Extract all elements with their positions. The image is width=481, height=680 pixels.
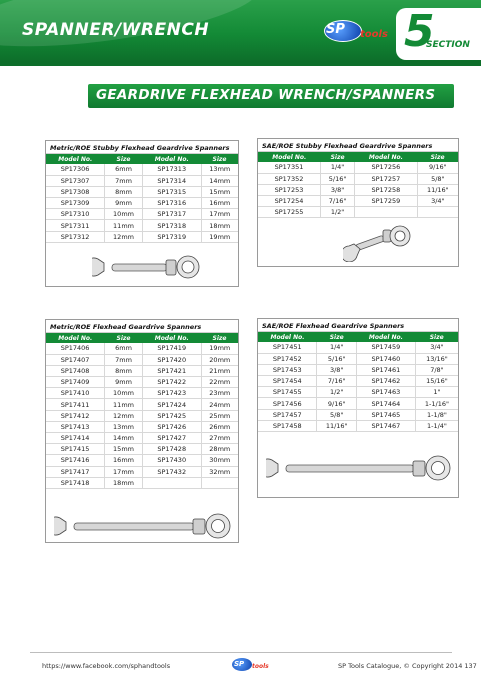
table-row — [258, 376, 458, 387]
size-cell: 16mm — [201, 198, 238, 209]
table-row — [258, 398, 458, 409]
footer-logo-text: SP — [234, 660, 245, 668]
size-cell: 21mm — [201, 365, 238, 376]
size-cell: 15mm — [105, 444, 143, 455]
model-number-cell: SP17255 — [258, 207, 321, 218]
page-footer — [0, 652, 481, 680]
model-number-cell: SP17313 — [142, 164, 201, 175]
table-row — [258, 184, 458, 195]
size-cell: 9/16" — [417, 162, 458, 173]
size-cell: 5/8" — [317, 409, 356, 420]
size-cell: 7mm — [105, 354, 143, 365]
product-heading — [88, 84, 454, 108]
size-cell: 12mm — [105, 410, 143, 421]
size-cell: 26mm — [201, 421, 238, 432]
model-number-cell: SP17465 — [356, 409, 415, 420]
model-number-cell: SP17458 — [258, 420, 317, 431]
sae-stubby-table — [258, 152, 458, 218]
size-cell: 11/16" — [417, 184, 458, 195]
size-cell: 3/4" — [415, 342, 458, 353]
table-header-row — [258, 152, 458, 162]
model-number-cell: SP17352 — [258, 173, 321, 184]
table-row — [46, 175, 238, 186]
size-cell: 17mm — [105, 466, 143, 477]
metric-flex-title: Metric/ROE Flexhead Geardrive Spanners — [46, 320, 238, 333]
section-tab — [396, 8, 481, 60]
table-row — [258, 173, 458, 184]
model-number-cell: SP17430 — [142, 455, 201, 466]
size-cell: 8mm — [105, 365, 143, 376]
model-number-cell: SP17318 — [142, 220, 201, 231]
size-cell: 1/4" — [317, 342, 356, 353]
model-number-cell: SP17420 — [142, 354, 201, 365]
size-cell: 22mm — [201, 377, 238, 388]
size-cell: 23mm — [201, 388, 238, 399]
size-cell: 5/16" — [317, 353, 356, 364]
model-number-cell: SP17412 — [46, 410, 105, 421]
table-row — [258, 342, 458, 353]
model-number-cell: SP17459 — [356, 342, 415, 353]
logo-text: SP — [326, 22, 345, 37]
column-header: Model No. — [258, 152, 321, 162]
table-header-row — [258, 332, 458, 342]
size-cell: 13mm — [105, 421, 143, 432]
model-number-cell: SP17308 — [46, 186, 105, 197]
size-cell: 18mm — [105, 477, 143, 488]
logo-tools-text: tools — [360, 29, 388, 40]
model-number-cell: SP17457 — [258, 409, 317, 420]
size-cell: 9mm — [105, 198, 143, 209]
size-cell: 12mm — [105, 231, 143, 242]
model-number-cell — [355, 207, 418, 218]
metric-stubby-title: Metric/ROE Stubby Flexhead Geardrive Spanners — [46, 141, 238, 154]
size-cell: 7/16" — [317, 376, 356, 387]
size-cell: 10mm — [105, 388, 143, 399]
size-cell: 1" — [415, 387, 458, 398]
table-row — [46, 377, 238, 388]
model-number-cell: SP17417 — [46, 466, 105, 477]
table-row — [258, 207, 458, 218]
model-number-cell: SP17317 — [142, 209, 201, 220]
table-row — [258, 162, 458, 173]
table-row — [258, 387, 458, 398]
model-number-cell: SP17427 — [142, 433, 201, 444]
size-cell: 14mm — [201, 175, 238, 186]
model-number-cell: SP17460 — [356, 353, 415, 364]
model-number-cell: SP17463 — [356, 387, 415, 398]
column-header: Model No. — [356, 332, 415, 342]
size-cell: 15mm — [201, 186, 238, 197]
footer-logo-tools: tools — [252, 663, 269, 670]
column-header: Size — [201, 154, 238, 164]
table-row — [46, 399, 238, 410]
table-row — [258, 364, 458, 375]
copyright-text: SP Tools Catalogue, © Copyright 2014 137 — [338, 662, 477, 670]
model-number-cell: SP17311 — [46, 220, 105, 231]
model-number-cell: SP17456 — [258, 398, 317, 409]
column-header: Size — [321, 152, 355, 162]
table-row — [258, 420, 458, 431]
size-cell: 25mm — [201, 410, 238, 421]
size-cell: 5/8" — [417, 173, 458, 184]
column-header: Model No. — [142, 333, 201, 343]
size-cell: 9/16" — [317, 398, 356, 409]
size-cell: 13/16" — [415, 353, 458, 364]
model-number-cell: SP17312 — [46, 231, 105, 242]
size-cell: 20mm — [201, 354, 238, 365]
size-cell: 1/4" — [321, 162, 355, 173]
table-row — [46, 186, 238, 197]
model-number-cell: SP17425 — [142, 410, 201, 421]
size-cell: 18mm — [201, 220, 238, 231]
sae-stubby-title: SAE/ROE Stubby Flexhead Geardrive Spanners — [258, 139, 458, 152]
model-number-cell: SP17455 — [258, 387, 317, 398]
model-number-cell: SP17309 — [46, 198, 105, 209]
size-cell: 1-1/16" — [415, 398, 458, 409]
model-number-cell: SP17464 — [356, 398, 415, 409]
column-header: Model No. — [142, 154, 201, 164]
model-number-cell: SP17414 — [46, 433, 105, 444]
model-number-cell: SP17453 — [258, 364, 317, 375]
size-cell: 8mm — [105, 186, 143, 197]
size-cell: 3/8" — [317, 364, 356, 375]
model-number-cell: SP17426 — [142, 421, 201, 432]
stubby-wrench-image — [92, 254, 202, 280]
table-row — [46, 455, 238, 466]
column-header: Model No. — [258, 332, 317, 342]
table-row — [258, 409, 458, 420]
model-number-cell: SP17428 — [142, 444, 201, 455]
table-row — [258, 196, 458, 207]
sae-stubby-wrench-image — [343, 224, 413, 262]
model-number-cell — [142, 477, 201, 488]
table-row — [46, 388, 238, 399]
column-header: Model No. — [46, 154, 105, 164]
page-header — [0, 0, 481, 62]
size-cell: 16mm — [105, 455, 143, 466]
table-row — [46, 444, 238, 455]
size-cell: 28mm — [201, 444, 238, 455]
header-divider — [0, 62, 481, 66]
section-number: 5 — [404, 6, 435, 57]
footer-rule — [30, 652, 452, 653]
column-header: Size — [417, 152, 458, 162]
size-cell: 1/2" — [321, 207, 355, 218]
size-cell: 19mm — [201, 231, 238, 242]
model-number-cell: SP17416 — [46, 455, 105, 466]
sp-tools-logo — [324, 20, 396, 44]
table-row — [46, 433, 238, 444]
column-header: Size — [415, 332, 458, 342]
column-header: Size — [105, 333, 143, 343]
model-number-cell: SP17421 — [142, 365, 201, 376]
table-header-row — [46, 333, 238, 343]
model-number-cell: SP17422 — [142, 377, 201, 388]
size-cell: 24mm — [201, 399, 238, 410]
size-cell: 30mm — [201, 455, 238, 466]
model-number-cell: SP17423 — [142, 388, 201, 399]
model-number-cell: SP17254 — [258, 196, 321, 207]
size-cell: 13mm — [201, 164, 238, 175]
column-header: Size — [105, 154, 143, 164]
model-number-cell: SP17418 — [46, 477, 105, 488]
model-number-cell: SP17406 — [46, 343, 105, 354]
size-cell: 7/8" — [415, 364, 458, 375]
table-row — [46, 365, 238, 376]
model-number-cell: SP17424 — [142, 399, 201, 410]
size-cell: 3/4" — [417, 196, 458, 207]
sae-stubby-panel — [257, 138, 459, 267]
model-number-cell: SP17259 — [355, 196, 418, 207]
section-title: SPANNER/WRENCH — [22, 20, 210, 40]
table-row — [46, 354, 238, 365]
table-row — [46, 220, 238, 231]
model-number-cell: SP17408 — [46, 365, 105, 376]
sae-flex-wrench-image — [266, 453, 452, 483]
model-number-cell: SP17432 — [142, 466, 201, 477]
size-cell: 15/16" — [415, 376, 458, 387]
size-cell: 6mm — [105, 343, 143, 354]
metric-stubby-table — [46, 154, 238, 243]
table-row — [258, 353, 458, 364]
metric-flex-wrench-image — [54, 512, 232, 540]
model-number-cell: SP17258 — [355, 184, 418, 195]
table-row — [46, 343, 238, 354]
column-header: Model No. — [355, 152, 418, 162]
model-number-cell: SP17316 — [142, 198, 201, 209]
column-header: Size — [201, 333, 238, 343]
sae-flex-panel — [257, 318, 459, 498]
model-number-cell: SP17419 — [142, 343, 201, 354]
size-cell: 11mm — [105, 220, 143, 231]
model-number-cell: SP17307 — [46, 175, 105, 186]
size-cell: 5/16" — [321, 173, 355, 184]
table-row — [46, 164, 238, 175]
size-cell: 7/16" — [321, 196, 355, 207]
model-number-cell: SP17306 — [46, 164, 105, 175]
size-cell: 7mm — [105, 175, 143, 186]
size-cell: 17mm — [201, 209, 238, 220]
metric-stubby-panel — [45, 140, 239, 287]
size-cell: 11/16" — [317, 420, 356, 431]
model-number-cell: SP17413 — [46, 421, 105, 432]
column-header: Model No. — [46, 333, 105, 343]
size-cell: 32mm — [201, 466, 238, 477]
table-row — [46, 198, 238, 209]
size-cell: 14mm — [105, 433, 143, 444]
model-number-cell: SP17467 — [356, 420, 415, 431]
size-cell: 1-1/4" — [415, 420, 458, 431]
sae-flex-table — [258, 332, 458, 432]
model-number-cell: SP17415 — [46, 444, 105, 455]
product-heading-text: GEARDRIVE FLEXHEAD WRENCH/SPANNERS — [96, 87, 436, 103]
size-cell: 9mm — [105, 377, 143, 388]
model-number-cell: SP17319 — [142, 231, 201, 242]
model-number-cell: SP17454 — [258, 376, 317, 387]
model-number-cell: SP17410 — [46, 388, 105, 399]
model-number-cell: SP17253 — [258, 184, 321, 195]
model-number-cell: SP17411 — [46, 399, 105, 410]
table-row — [46, 209, 238, 220]
model-number-cell: SP17310 — [46, 209, 105, 220]
metric-flex-panel — [45, 319, 239, 543]
size-cell: 27mm — [201, 433, 238, 444]
model-number-cell: SP17409 — [46, 377, 105, 388]
model-number-cell: SP17451 — [258, 342, 317, 353]
table-row — [46, 421, 238, 432]
footer-logo — [232, 658, 270, 672]
metric-flex-table — [46, 333, 238, 489]
model-number-cell: SP17452 — [258, 353, 317, 364]
size-cell: 10mm — [105, 209, 143, 220]
table-row — [46, 231, 238, 242]
table-row — [46, 466, 238, 477]
size-cell: 1-1/8" — [415, 409, 458, 420]
size-cell: 3/8" — [321, 184, 355, 195]
table-row — [46, 410, 238, 421]
model-number-cell: SP17351 — [258, 162, 321, 173]
sae-flex-title: SAE/ROE Flexhead Geardrive Spanners — [258, 319, 458, 332]
size-cell: 6mm — [105, 164, 143, 175]
facebook-link[interactable]: https://www.facebook.com/sphandtools — [42, 662, 171, 670]
section-word: SECTION — [426, 40, 470, 50]
size-cell: 11mm — [105, 399, 143, 410]
model-number-cell: SP17257 — [355, 173, 418, 184]
table-row — [46, 477, 238, 488]
table-header-row — [46, 154, 238, 164]
size-cell — [201, 477, 238, 488]
size-cell: 19mm — [201, 343, 238, 354]
model-number-cell: SP17407 — [46, 354, 105, 365]
size-cell: 1/2" — [317, 387, 356, 398]
model-number-cell: SP17315 — [142, 186, 201, 197]
model-number-cell: SP17256 — [355, 162, 418, 173]
column-header: Size — [317, 332, 356, 342]
model-number-cell: SP17314 — [142, 175, 201, 186]
size-cell — [417, 207, 458, 218]
model-number-cell: SP17461 — [356, 364, 415, 375]
model-number-cell: SP17462 — [356, 376, 415, 387]
